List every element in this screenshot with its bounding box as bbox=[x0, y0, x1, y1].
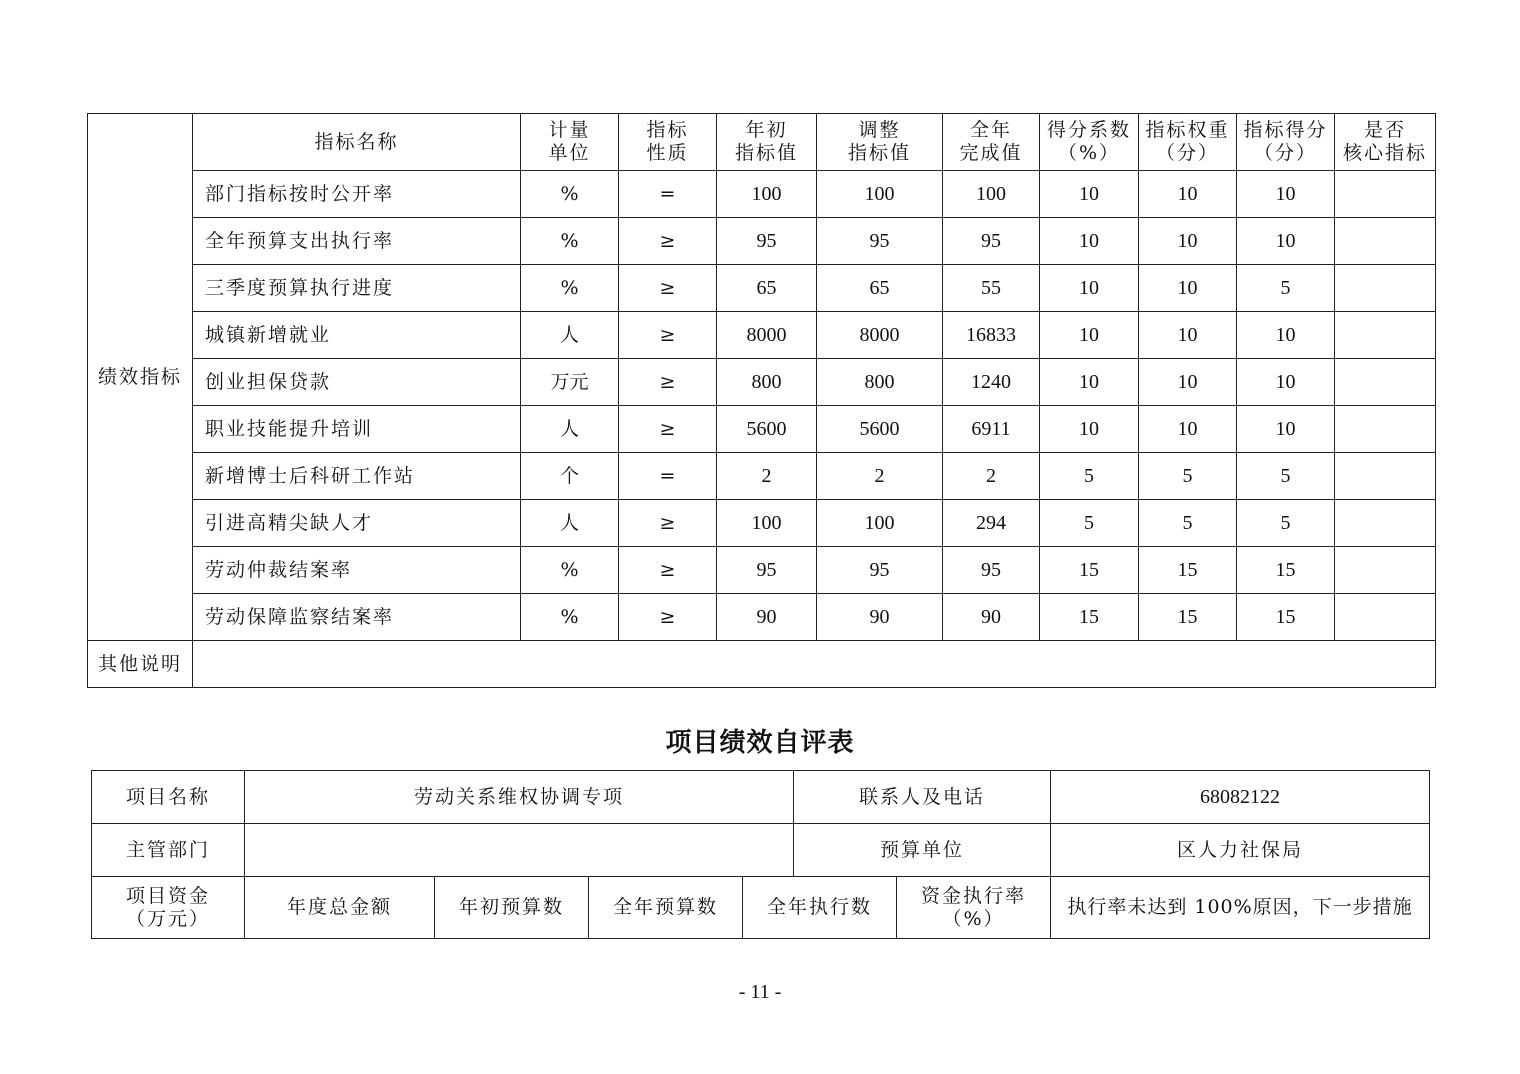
coefficient-cell: 15 bbox=[1040, 547, 1139, 594]
header-score-coefficient: 得分系数 （%） bbox=[1040, 114, 1139, 171]
annual-exec-header: 全年执行数 bbox=[743, 877, 897, 939]
indicator-row bbox=[88, 453, 1436, 500]
core-indicator-cell bbox=[1335, 312, 1436, 359]
indicator-table bbox=[87, 113, 1436, 688]
score-cell: 10 bbox=[1237, 312, 1335, 359]
core-indicator-cell bbox=[1335, 265, 1436, 312]
initial-budget-header: 年初预算数 bbox=[435, 877, 589, 939]
score-cell: 10 bbox=[1237, 218, 1335, 265]
actual-value-cell: 1240 bbox=[943, 359, 1040, 406]
unit-cell: 人 bbox=[521, 406, 619, 453]
unit-cell: 个 bbox=[521, 453, 619, 500]
project-table bbox=[91, 770, 1430, 939]
adjusted-value-cell: 8000 bbox=[817, 312, 943, 359]
project-name-value: 劳动关系维权协调专项 bbox=[245, 771, 794, 824]
indicator-name: 劳动仲裁结案率 bbox=[193, 547, 521, 594]
score-cell: 5 bbox=[1237, 265, 1335, 312]
nature-cell: ≥ bbox=[619, 594, 717, 641]
weight-cell: 10 bbox=[1139, 171, 1237, 218]
adjusted-value-cell: 100 bbox=[817, 171, 943, 218]
nature-cell: = bbox=[619, 453, 717, 500]
nature-cell: ≥ bbox=[619, 265, 717, 312]
weight-cell: 10 bbox=[1139, 218, 1237, 265]
indicator-row bbox=[88, 171, 1436, 218]
adjusted-value-cell: 100 bbox=[817, 500, 943, 547]
core-indicator-cell bbox=[1335, 547, 1436, 594]
weight-cell: 10 bbox=[1139, 406, 1237, 453]
adjusted-value-cell: 800 bbox=[817, 359, 943, 406]
indicator-name: 引进高精尖缺人才 bbox=[193, 500, 521, 547]
funds-label: 项目资金 （万元） bbox=[92, 877, 245, 939]
page-number: - 11 - bbox=[738, 981, 782, 1003]
unit-cell: 人 bbox=[521, 312, 619, 359]
header-nature: 指标 性质 bbox=[619, 114, 717, 171]
indicator-name: 创业担保贷款 bbox=[193, 359, 521, 406]
core-indicator-cell bbox=[1335, 218, 1436, 265]
weight-cell: 10 bbox=[1139, 359, 1237, 406]
score-cell: 15 bbox=[1237, 547, 1335, 594]
score-cell: 10 bbox=[1237, 359, 1335, 406]
weight-cell: 15 bbox=[1139, 594, 1237, 641]
initial-value-cell: 100 bbox=[717, 500, 817, 547]
indicator-name: 职业技能提升培训 bbox=[193, 406, 521, 453]
project-table-title: 项目绩效自评表 bbox=[665, 728, 855, 758]
header-unit: 计量 单位 bbox=[521, 114, 619, 171]
unit-cell: % bbox=[521, 218, 619, 265]
coefficient-cell: 10 bbox=[1040, 312, 1139, 359]
nature-cell: = bbox=[619, 171, 717, 218]
unit-cell: % bbox=[521, 547, 619, 594]
indicator-name: 新增博士后科研工作站 bbox=[193, 453, 521, 500]
department-row bbox=[92, 824, 1430, 877]
actual-value-cell: 95 bbox=[943, 547, 1040, 594]
adjusted-value-cell: 95 bbox=[817, 547, 943, 594]
header-adjusted-value: 调整 指标值 bbox=[817, 114, 943, 171]
adjusted-value-cell: 2 bbox=[817, 453, 943, 500]
header-actual-value: 全年 完成值 bbox=[943, 114, 1040, 171]
weight-cell: 15 bbox=[1139, 547, 1237, 594]
weight-cell: 5 bbox=[1139, 453, 1237, 500]
header-score: 指标得分 （分） bbox=[1237, 114, 1335, 171]
unit-cell: 万元 bbox=[521, 359, 619, 406]
coefficient-cell: 10 bbox=[1040, 359, 1139, 406]
adjusted-value-cell: 95 bbox=[817, 218, 943, 265]
indicator-name: 劳动保障监察结案率 bbox=[193, 594, 521, 641]
actual-value-cell: 294 bbox=[943, 500, 1040, 547]
header-weight: 指标权重 （分） bbox=[1139, 114, 1237, 171]
coefficient-cell: 5 bbox=[1040, 453, 1139, 500]
header-core-indicator: 是否 核心指标 bbox=[1335, 114, 1436, 171]
annual-total-header: 年度总金额 bbox=[245, 877, 435, 939]
core-indicator-cell bbox=[1335, 359, 1436, 406]
project-name-row bbox=[92, 771, 1430, 824]
indicator-header-row bbox=[88, 114, 1436, 171]
indicator-row bbox=[88, 359, 1436, 406]
core-indicator-cell bbox=[1335, 171, 1436, 218]
reason-header: 执行率未达到 100%原因，下一步措施 bbox=[1051, 877, 1430, 939]
actual-value-cell: 90 bbox=[943, 594, 1040, 641]
core-indicator-cell bbox=[1335, 406, 1436, 453]
initial-value-cell: 95 bbox=[717, 218, 817, 265]
initial-value-cell: 65 bbox=[717, 265, 817, 312]
core-indicator-cell bbox=[1335, 594, 1436, 641]
nature-cell: ≥ bbox=[619, 500, 717, 547]
contact-label: 联系人及电话 bbox=[794, 771, 1051, 824]
indicator-name: 三季度预算执行进度 bbox=[193, 265, 521, 312]
coefficient-cell: 10 bbox=[1040, 171, 1139, 218]
adjusted-value-cell: 5600 bbox=[817, 406, 943, 453]
adjusted-value-cell: 90 bbox=[817, 594, 943, 641]
budget-unit-value: 区人力社保局 bbox=[1051, 824, 1430, 877]
initial-value-cell: 5600 bbox=[717, 406, 817, 453]
indicator-row bbox=[88, 265, 1436, 312]
unit-cell: % bbox=[521, 171, 619, 218]
indicator-row bbox=[88, 594, 1436, 641]
nature-cell: ≥ bbox=[619, 406, 717, 453]
annual-budget-header: 全年预算数 bbox=[589, 877, 743, 939]
actual-value-cell: 100 bbox=[943, 171, 1040, 218]
budget-unit-label: 预算单位 bbox=[794, 824, 1051, 877]
nature-cell: ≥ bbox=[619, 312, 717, 359]
contact-value: 68082122 bbox=[1051, 771, 1430, 824]
indicator-row bbox=[88, 547, 1436, 594]
core-indicator-cell bbox=[1335, 500, 1436, 547]
weight-cell: 5 bbox=[1139, 500, 1237, 547]
score-cell: 5 bbox=[1237, 500, 1335, 547]
actual-value-cell: 55 bbox=[943, 265, 1040, 312]
exec-rate-header: 资金执行率 （%） bbox=[897, 877, 1051, 939]
initial-value-cell: 95 bbox=[717, 547, 817, 594]
department-value bbox=[245, 824, 794, 877]
indicator-name: 部门指标按时公开率 bbox=[193, 171, 521, 218]
nature-cell: ≥ bbox=[619, 359, 717, 406]
nature-cell: ≥ bbox=[619, 218, 717, 265]
score-cell: 15 bbox=[1237, 594, 1335, 641]
initial-value-cell: 100 bbox=[717, 171, 817, 218]
actual-value-cell: 6911 bbox=[943, 406, 1040, 453]
coefficient-cell: 10 bbox=[1040, 265, 1139, 312]
indicator-row bbox=[88, 218, 1436, 265]
indicator-name: 城镇新增就业 bbox=[193, 312, 521, 359]
initial-value-cell: 800 bbox=[717, 359, 817, 406]
funds-row bbox=[92, 877, 1430, 939]
other-notes-label: 其他说明 bbox=[88, 641, 193, 688]
coefficient-cell: 15 bbox=[1040, 594, 1139, 641]
department-label: 主管部门 bbox=[92, 824, 245, 877]
score-cell: 10 bbox=[1237, 171, 1335, 218]
weight-cell: 10 bbox=[1139, 265, 1237, 312]
project-name-label: 项目名称 bbox=[92, 771, 245, 824]
indicator-row bbox=[88, 406, 1436, 453]
header-indicator-name: 指标名称 bbox=[193, 114, 521, 171]
unit-cell: % bbox=[521, 594, 619, 641]
actual-value-cell: 16833 bbox=[943, 312, 1040, 359]
other-notes-value bbox=[193, 641, 1436, 688]
actual-value-cell: 2 bbox=[943, 453, 1040, 500]
indicator-name: 全年预算支出执行率 bbox=[193, 218, 521, 265]
section-label: 绩效指标 bbox=[88, 114, 193, 641]
unit-cell: 人 bbox=[521, 500, 619, 547]
unit-cell: % bbox=[521, 265, 619, 312]
nature-cell: ≥ bbox=[619, 547, 717, 594]
weight-cell: 10 bbox=[1139, 312, 1237, 359]
coefficient-cell: 10 bbox=[1040, 218, 1139, 265]
initial-value-cell: 90 bbox=[717, 594, 817, 641]
core-indicator-cell bbox=[1335, 453, 1436, 500]
coefficient-cell: 10 bbox=[1040, 406, 1139, 453]
indicator-row bbox=[88, 312, 1436, 359]
score-cell: 5 bbox=[1237, 453, 1335, 500]
other-notes-row bbox=[88, 641, 1436, 688]
header-initial-value: 年初 指标值 bbox=[717, 114, 817, 171]
adjusted-value-cell: 65 bbox=[817, 265, 943, 312]
initial-value-cell: 2 bbox=[717, 453, 817, 500]
actual-value-cell: 95 bbox=[943, 218, 1040, 265]
score-cell: 10 bbox=[1237, 406, 1335, 453]
initial-value-cell: 8000 bbox=[717, 312, 817, 359]
indicator-row bbox=[88, 500, 1436, 547]
coefficient-cell: 5 bbox=[1040, 500, 1139, 547]
